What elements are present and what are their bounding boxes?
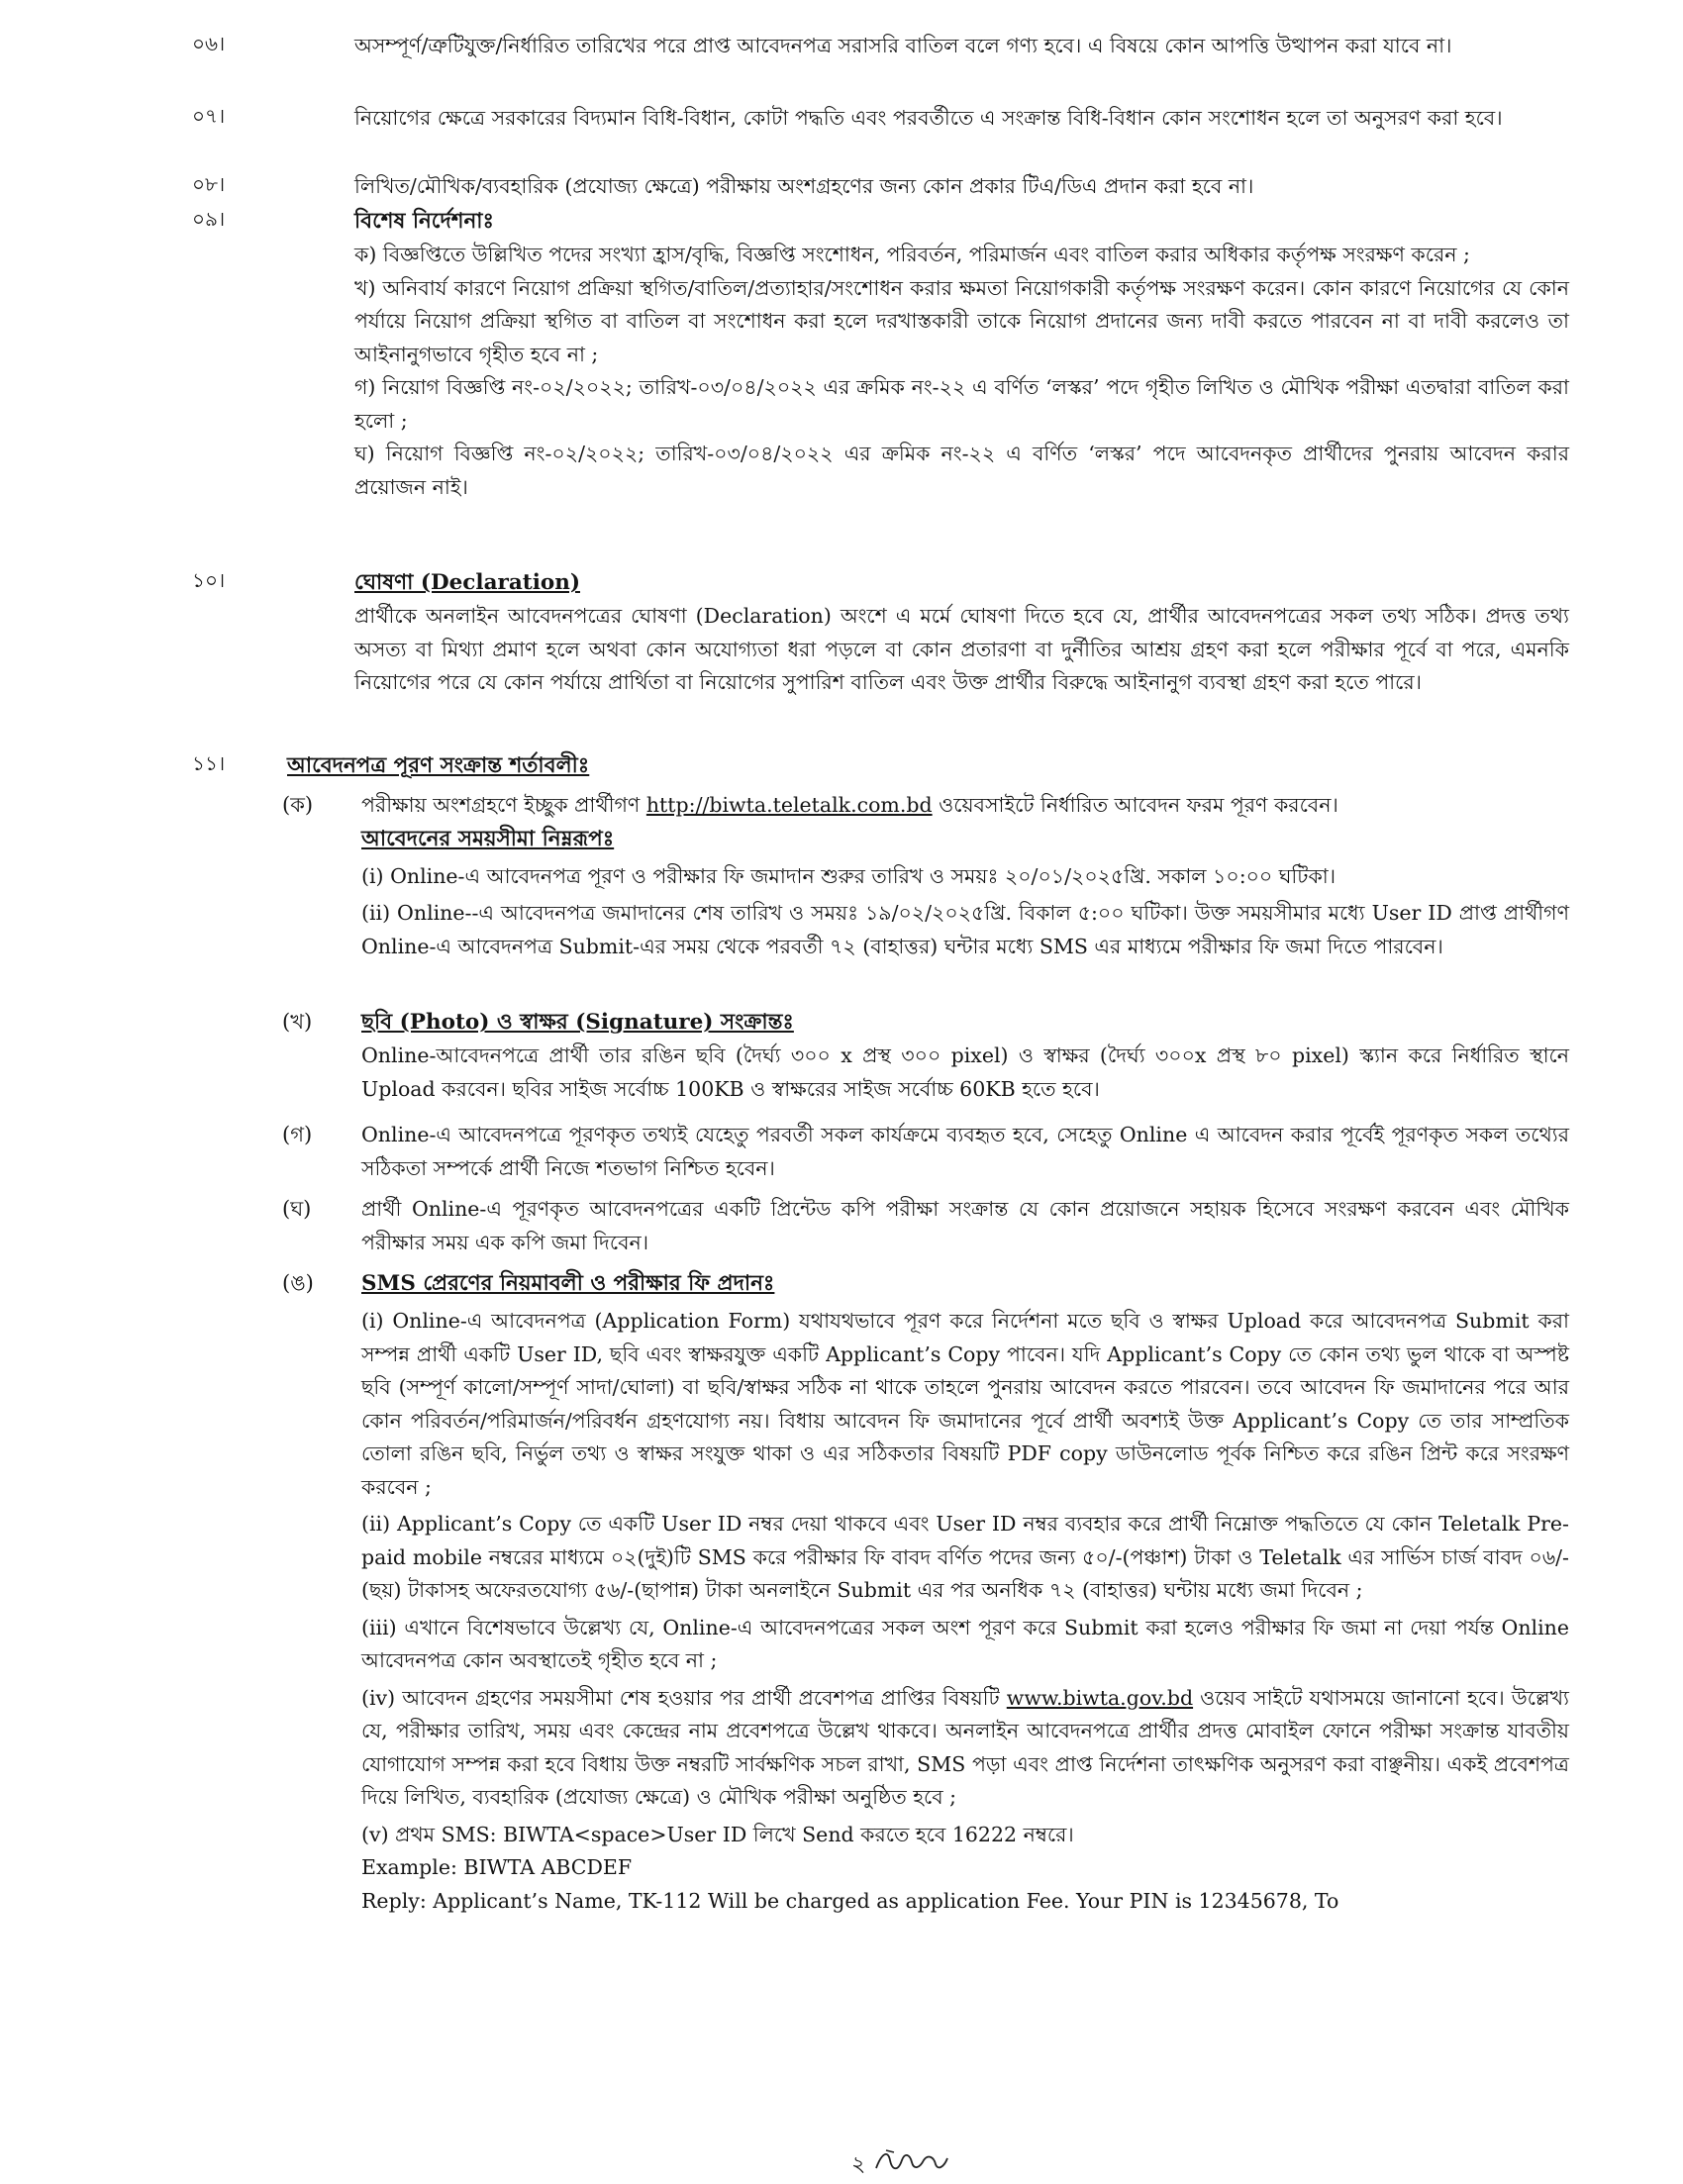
sub-clause-ga <box>361 1119 1569 1185</box>
sms-rule-4 <box>361 1682 1569 1815</box>
sub-clause-ka <box>361 789 1569 963</box>
application-website-text <box>361 789 1569 823</box>
photo-signature-text: Online-আবেদনপত্রে প্রার্থী তার রঙিন ছবি (দৈর্ঘ্য ৩০০ x প্রস্থ ৩০০ pixel) ও স্বাক্ষর (দৈর্ঘ্য ৩০০x প্রস্থ ৮০ pixel) স্ক্যান করে নির্ধারিত স্থানে Upload করবেন। ছবির সাইজ সর্বোচ্চ 100KB ও স্বাক্ষরের সাইজ সর্বোচ্চ 60KB হতে হবে। <box>361 1043 1569 1101</box>
clause-number: ০৮। <box>192 172 226 196</box>
sub-clause-gha <box>361 1193 1569 1259</box>
sub-label: (ঘ) <box>282 1197 312 1221</box>
sub-clause-uma <box>361 1267 1569 1918</box>
sms-fee-heading: SMS প্রেরণের নিয়মাবলী ও পরীক্ষার ফি প্রদানঃ <box>361 1271 775 1296</box>
clause-text: লিখিত/মৌখিক/ব্যবহারিক (প্রযোজ্য ক্ষেত্রে) পরীক্ষায় অংশগ্রহণের জন্য কোন প্রকার টিএ/ডিএ প্রদান করা হবে না। <box>354 174 1254 198</box>
sub-label: (ক) <box>282 793 314 817</box>
instruction-ga: গ) নিয়োগ বিজ্ঞপ্তি নং-০২/২০২২; তারিখ-০৩/০৪/২০২২ এর ক্রমিক নং-২২ এ বর্ণিত ‘লস্কর’ পদে গৃহীত লিখিত ও মৌখিক পরীক্ষা এতদ্বারা বাতিল করা হলো ; <box>354 375 1569 433</box>
text-segment: ওয়েব সাইটে যথাসময়ে জানানো হবে। উল্লেখ্য যে, পরীক্ষার তারিখ, সময় এবং কেন্দ্রের নাম প্রবেশপত্রে উল্লেখ থাকবে। অনলাইন আবেদনপত্রে প্রার্থীর প্রদত্ত মোবাইল ফোনে পরীক্ষা সংক্রান্ত যাবতীয় যোগাযোগ সম্পন্ন করা হবে বিধায় উক্ত নম্বরটি সার্বক্ষণিক সচল রাখা, SMS পড়া এবং প্রাপ্ত নির্দেশনা তাৎক্ষণিক অনুসরণ করা বাঞ্ছনীয়। একই প্রবেশপত্র দিয়ে লিখিত, ব্যবহারিক (প্রযোজ্য ক্ষেত্রে) ও মৌখিক পরীক্ষা অনুষ্ঠিত হবে ; <box>361 1685 1569 1809</box>
clause-number: ০৯। <box>192 207 226 231</box>
text-segment: পরীক্ষায় অংশগ্রহণে ইচ্ছুক প্রার্থীগণ <box>361 793 646 817</box>
text-segment: ওয়েবসাইটে নির্ধারিত আবেদন ফরম পূরণ করবেন। <box>932 793 1338 817</box>
sms-rule-3: (iii) এখানে বিশেষভাবে উল্লেখ্য যে, Online-এ আবেদনপত্রের সকল অংশ পূরণ করে Submit করা হলেও পরীক্ষার ফি জমা না দেয়া পর্যন্ত Online আবেদনপত্র কোন অবস্থাতেই গৃহীত হবে না ; <box>361 1615 1569 1672</box>
sms-rule-2: (ii) Applicant’s Copy তে একটি User ID নম্বর দেয়া থাকবে এবং User ID নম্বর ব্যবহার করে প্রার্থী নিম্নোক্ত পদ্ধতিতে যে কোন Teletalk Pre-paid mobile নম্বরের মাধ্যমে ০২(দুই)টি SMS করে পরীক্ষার ফি বাবদ বর্ণিত পদের জন্য ৫০/-(পঞ্চাশ) টাকা ও Teletalk এর সার্ভিস চার্জ বাবদ ০৬/-(ছয়) টাকাসহ অফেরতযোগ্য ৫৬/-(ছাপান্ন) টাকা অনলাইনে Submit এর পর অনধিক ৭২ (বাহাত্তর) ঘন্টায় মধ্যে জমা দিবেন ; <box>361 1512 1569 1602</box>
instruction-gha: ঘ) নিয়োগ বিজ্ঞপ্তি নং-০২/২০২২; তারিখ-০৩/০৪/২০২২ এর ক্রমিক নং-২২ এ বর্ণিত ‘লস্কর’ পদে আবেদনকৃত প্রার্থীদের পুনরায় আবেদন করার প্রয়োজন নাই। <box>354 442 1569 499</box>
initial-signature <box>872 2146 951 2184</box>
text-segment: (iv) আবেদন গ্রহণের সময়সীমা শেষ হওয়ার পর প্রার্থী প্রবেশপত্র প্রাপ্তির বিষয়টি <box>361 1685 1007 1710</box>
sms-rule-5: (v) প্রথম SMS: BIWTA<space>User ID লিখে Send করতে হবে 16222 নম্বরে। <box>361 1822 1074 1846</box>
sub-label: (ঙ) <box>282 1271 314 1295</box>
clause-number: ১০। <box>192 568 226 592</box>
teletalk-link[interactable]: http://biwta.teletalk.com.bd <box>645 793 933 817</box>
declaration-text: প্রার্থীকে অনলাইন আবেদনপত্রের ঘোষণা (Declaration) অংশে এ মর্মে ঘোষণা দিতে হবে যে, প্রার্থীর আবেদনপত্রের সকল তথ্য সঠিক। প্রদত্ত তথ্য অসত্য বা মিথ্যা প্রমাণ হলে অথবা কোন অযোগ্যতা ধরা পড়লে বা কোন প্রতারণা বা দুর্নীতির আশ্রয় গ্রহণ করা হলে পরীক্ষার পূর্বে বা পরে, এমনকি নিয়োগের পরে যে কোন পর্যায়ে প্রার্থিতা বা নিয়োগের সুপারিশ বাতিল এবং উক্ত প্রার্থীর বিরুদ্ধে আইনানুগ ব্যবস্থা গ্রহণ করা হতে পারে। <box>354 604 1569 694</box>
clause-number: ১১। <box>192 751 226 775</box>
sub-label: (গ) <box>282 1123 313 1146</box>
clause-number: ০৬। <box>192 32 226 55</box>
declaration-heading: ঘোষণা (Declaration) <box>354 570 580 595</box>
photo-signature-heading: ছবি (Photo) ও স্বাক্ষর (Signature) সংক্রান্তঃ <box>361 1010 794 1035</box>
instruction-ka: ক) বিজ্ঞপ্তিতে উল্লিখিত পদের সংখ্যা হ্রাস/বৃদ্ধি, বিজ্ঞপ্তি সংশোধন, পরিবর্তন, পরিমার্জন এবং বাতিল করার অধিকার কর্তৃপক্ষ সংরক্ষণ করেন ; <box>354 243 1470 266</box>
deadline-end: (ii) Online--এ আবেদনপত্র জমাদানের শেষ তারিখ ও সময়ঃ ১৯/০২/২০২৫খ্রি. বিকাল ৫:০০ ঘটিকা। উক্ত সময়সীমার মধ্যে User ID প্রাপ্ত প্রার্থীগণ Online-এ আবেদনপত্র Submit-এর সময় থেকে পরবর্তী ৭২ (বাহাত্তর) ঘন্টার মধ্যে SMS এর মাধ্যমে পরীক্ষার ফি জমা দিতে পারবেন। <box>361 901 1569 958</box>
special-instructions-heading: বিশেষ নির্দেশনাঃ <box>354 209 494 234</box>
clause-text: নিয়োগের ক্ষেত্রে সরকারের বিদ্যমান বিধি-বিধান, কোটা পদ্ধতি এবং পরবর্তীতে এ সংক্রান্ত বিধি-বিধান কোন সংশোধন হলে তা অনুসরণ করা হবে। <box>354 106 1503 130</box>
sms-rule-1: (i) Online-এ আবেদনপত্র (Application Form) যথাযথভাবে পূরণ করে নির্দেশনা মতে ছবি ও স্বাক্ষর Upload করে আবেদনপত্র Submit করা সম্পন্ন প্রার্থী একটি User ID, ছবি এবং স্বাক্ষরযুক্ত একটি Applicant’s Copy পাবেন। যদি Applicant’s Copy তে কোন তথ্য ভুল থাকে বা অস্পষ্ট ছবি (সম্পূর্ণ কালো/সম্পূর্ণ সাদা/ঘোলা) বা ছবি/স্বাক্ষর সঠিক না থাকে তাহলে পুনরায় আবেদন করতে পারবেন। তবে আবেদন ফি জমাদানের পরে আর কোন পরিবর্তন/পরিমার্জন/পরিবর্ধন গ্রহণযোগ্য নয়। বিধায় আবেদন ফি জমাদানের পূর্বে প্রার্থী অবশ্যই উক্ত Applicant’s Copy তে তার সাম্প্রতিক তোলা রঙিন ছবি, নির্ভুল তথ্য ও স্বাক্ষর সংযুক্ত থাকা ও এর সঠিকতার বিষয়টি PDF copy ডাউনলোড পূর্বক নিশ্চিত করে রঙিন প্রিন্ট করে সংরক্ষণ করবেন ; <box>361 1309 1569 1499</box>
application-conditions-heading: আবেদনপত্র পূরণ সংক্রান্ত শর্তাবলীঃ <box>287 753 590 778</box>
clause-text: অসম্পূর্ণ/ত্রুটিযুক্ত/নির্ধারিত তারিখের পরে প্রাপ্ত আবেদনপত্র সরাসরি বাতিল বলে গণ্য হবে। এ বিষয়ে কোন আপত্তি উত্থাপন করা যাবে না। <box>354 34 1452 57</box>
deadline-start: (i) Online-এ আবেদনপত্র পূরণ ও পরীক্ষার ফি জমাদান শুরুর তারিখ ও সময়ঃ ২০/০১/২০২৫খ্রি. সকাল ১০:০০ ঘটিকা। <box>361 863 1336 888</box>
page-footer <box>851 2146 951 2184</box>
page-number: ২ <box>851 2152 866 2177</box>
sms-example: Example: BIWTA ABCDEF <box>361 1855 633 1879</box>
instruction-kha: খ) অনিবার্য কারণে নিয়োগ প্রক্রিয়া স্থগিত/বাতিল/প্রত্যাহার/সংশোধন করার ক্ষমতা নিয়োগকারী কর্তৃপক্ষ সংরক্ষণ করেন। কোন কারণে নিয়োগের যে কোন পর্যায়ে নিয়োগ প্রক্রিয়া স্থগিত বা বাতিল বা সংশোধন করা হলে দরখাস্তকারী তাকে নিয়োগ প্রদানের জন্য দাবী করতে পারবেন না বা দাবী করলেও তা আইনানুগভাবে গৃহীত হবে না ; <box>354 275 1569 366</box>
sms-reply: Reply: Applicant’s Name, TK-112 Will be charged as application Fee. Your PIN is 12345678, To <box>361 1888 1339 1913</box>
clause-number: ০৭। <box>192 104 226 128</box>
info-accuracy-text: Online-এ আবেদনপত্রে পূরণকৃত তথ্যই যেহেতু পরবর্তী সকল কার্যক্রমে ব্যবহৃত হবে, সেহেতু Online এ আবেদন করার পূর্বেই পূরণকৃত সকল তথ্যের সঠিকতা সম্পর্কে প্রার্থী নিজে শতভাগ নিশ্চিত হবেন। <box>361 1123 1569 1180</box>
sub-label: (খ) <box>282 1010 313 1034</box>
printed-copy-text: প্রার্থী Online-এ পূরণকৃত আবেদনপত্রের একটি প্রিন্টেড কপি পরীক্ষা সংক্রান্ত যে কোন প্রয়োজনে সহায়ক হিসেবে সংরক্ষণ করবেন এবং মৌখিক পরীক্ষার সময় এক কপি জমা দিবেন। <box>361 1197 1569 1254</box>
sub-clause-kha <box>361 1006 1569 1106</box>
biwta-link[interactable]: www.biwta.gov.bd <box>1006 1685 1194 1710</box>
deadline-subheading: আবেদনের সময়সীমা নিম্নরূপঃ <box>361 826 615 851</box>
